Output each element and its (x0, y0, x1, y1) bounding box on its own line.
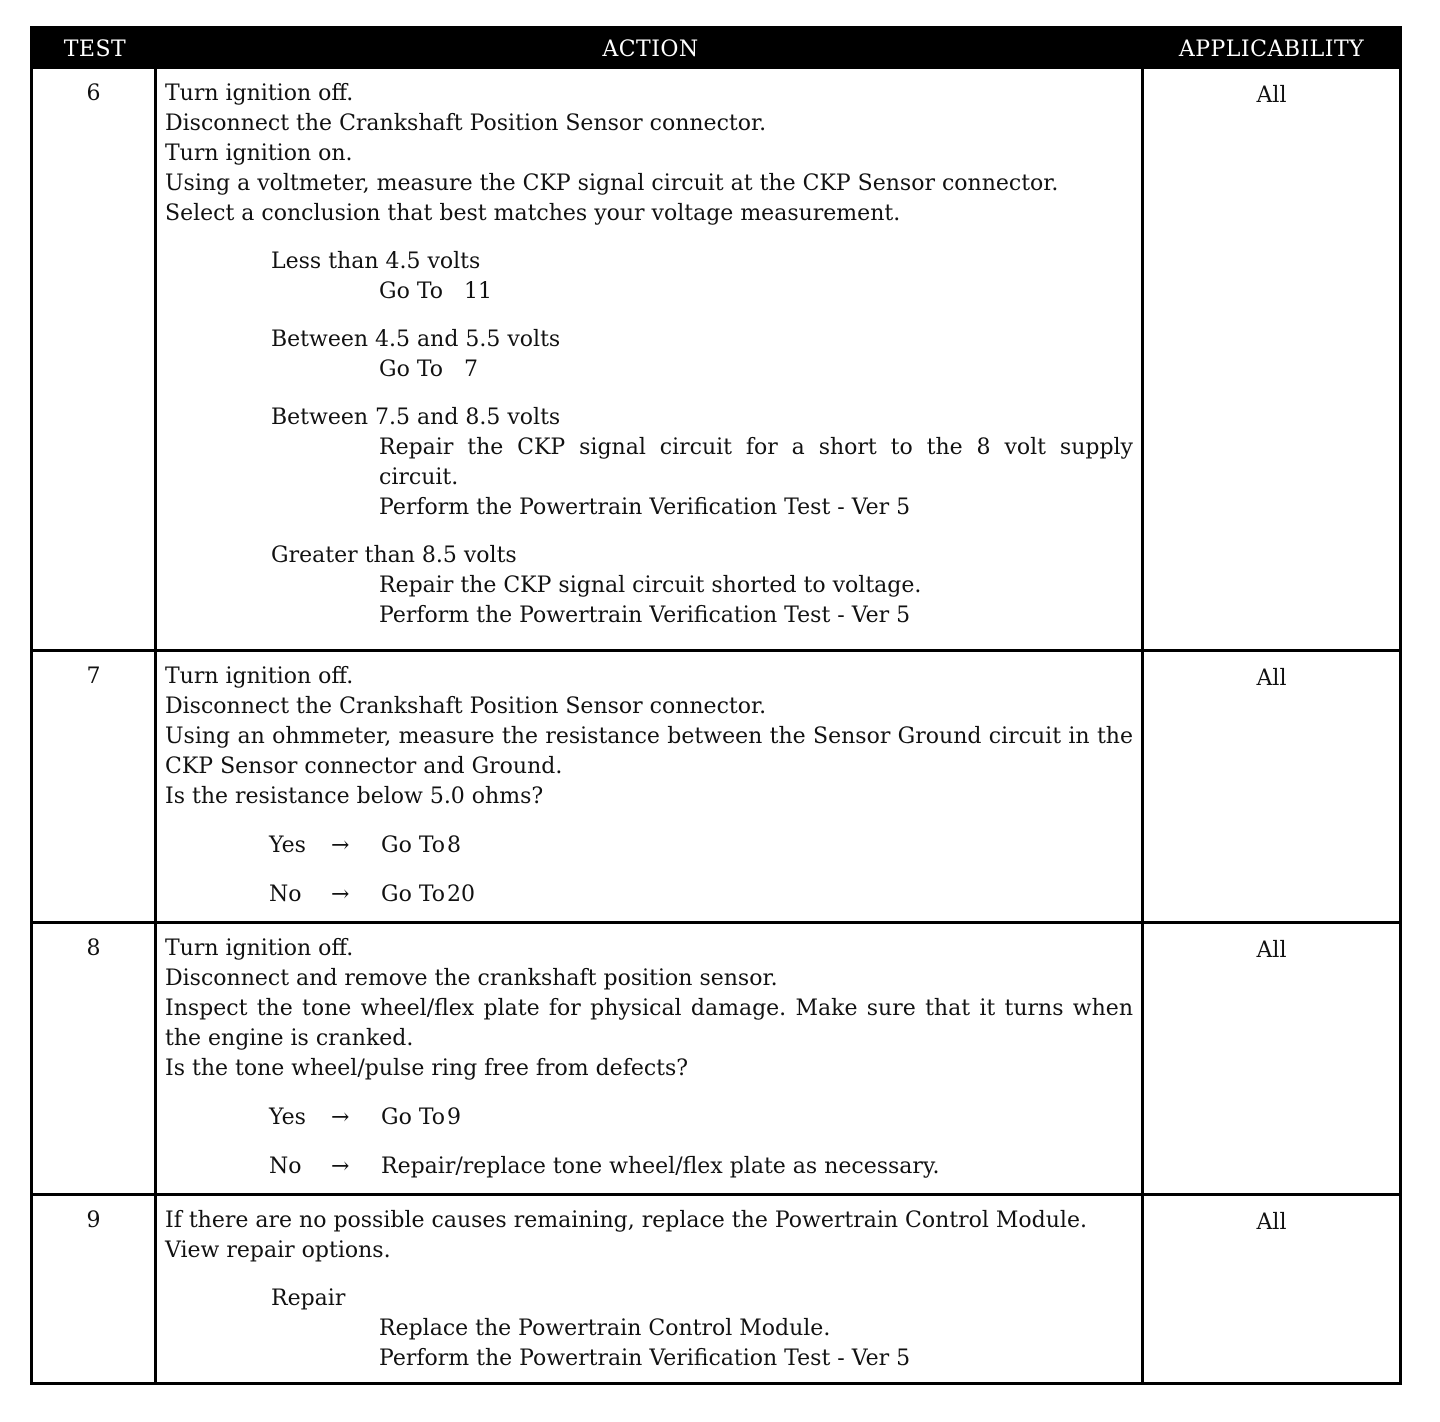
table-row-test-8 (33, 921, 1399, 1193)
outcome-label: Between 4.5 and 5.5 volts (271, 327, 561, 352)
action-line: Turn ignition on. (165, 141, 353, 166)
outcome-block (165, 403, 1133, 523)
table-header (33, 29, 1399, 69)
action-line: Disconnect and remove the crankshaft position sensor. (165, 966, 778, 991)
applicability-cell: All (1256, 938, 1287, 963)
action-line: Disconnect the Crankshaft Position Sensor connector. (165, 111, 767, 136)
header-test: TEST (63, 36, 127, 62)
action-line: Using an ohmmeter, measure the resistance between the Sensor Ground circuit in the CKP Sensor connector and Ground. (165, 724, 1133, 779)
action-line: Disconnect the Crankshaft Position Sensor connector. (165, 694, 767, 719)
header-action: ACTION (602, 36, 699, 62)
action-line: Select a conclusion that best matches your voltage measurement. (165, 201, 901, 226)
action-line: If there are no possible causes remaining, replace the Powertrain Control Module. (165, 1208, 1087, 1233)
outcome-result: Go To 7 (379, 357, 478, 382)
action-line: Turn ignition off. (165, 936, 354, 961)
outcome-block (165, 325, 1133, 385)
header-applicability: APPLICABILITY (1178, 36, 1365, 62)
table-row-test-6 (33, 69, 1399, 649)
arrow-icon: → (331, 1105, 350, 1130)
answer-yes (165, 831, 1133, 861)
arrow-icon: → (331, 1154, 350, 1179)
answer-label: No (269, 882, 302, 907)
outcome-label: Less than 4.5 volts (271, 249, 481, 274)
table-body (33, 69, 1399, 1382)
answer-no (165, 880, 1133, 910)
answer-label: Yes (269, 833, 306, 858)
table-row-test-7 (33, 649, 1399, 921)
arrow-icon: → (331, 882, 350, 907)
goto-target: 20 (447, 882, 475, 907)
test-number: 6 (33, 69, 157, 649)
outcome-result: Replace the Powertrain Control Module. (379, 1316, 831, 1341)
action-line: View repair options. (165, 1238, 391, 1263)
outcome-block (165, 1284, 1133, 1374)
answer-label: Yes (269, 1105, 306, 1130)
action-line: Turn ignition off. (165, 664, 354, 689)
action-cell (157, 652, 1144, 921)
outcome-label: Repair (271, 1286, 346, 1311)
outcome-label: Greater than 8.5 volts (271, 543, 517, 568)
goto-label: Go To (381, 1105, 446, 1130)
outcome-label: Between 7.5 and 8.5 volts (271, 405, 561, 430)
goto-target: Repair/replace tone wheel/flex plate as necessary. (381, 1154, 940, 1179)
action-line: Is the resistance below 5.0 ohms? (165, 784, 544, 809)
action-line: Using a voltmeter, measure the CKP signal circuit at the CKP Sensor connector. (165, 171, 1059, 196)
outcome-result: Repair the CKP signal circuit for a short to the 8 volt supply circuit. (379, 435, 1133, 490)
answer-yes (165, 1103, 1133, 1133)
applicability-cell: All (1256, 83, 1287, 108)
outcome-block (165, 247, 1133, 307)
test-number: 7 (33, 652, 157, 921)
outcome-result: Perform the Powertrain Verification Test - Ver 5 (379, 1346, 911, 1371)
applicability-cell: All (1256, 666, 1287, 691)
goto-target: 8 (447, 833, 461, 858)
outcome-result: Perform the Powertrain Verification Test - Ver 5 (379, 603, 911, 628)
goto-label: Go To (381, 882, 446, 907)
arrow-icon: → (331, 833, 350, 858)
outcome-result: Go To 11 (379, 279, 492, 304)
applicability-cell: All (1256, 1210, 1287, 1235)
action-cell (157, 1196, 1144, 1382)
outcome-result: Repair the CKP signal circuit shorted to voltage. (379, 573, 922, 598)
action-cell (157, 924, 1144, 1193)
goto-label: Go To (381, 833, 446, 858)
table-row-test-9 (33, 1193, 1399, 1382)
action-line: Is the tone wheel/pulse ring free from defects? (165, 1056, 689, 1081)
action-line: Inspect the tone wheel/flex plate for physical damage. Make sure that it turns when the engine is cranked. (165, 996, 1133, 1051)
goto-target: 9 (447, 1105, 461, 1130)
test-number: 9 (33, 1196, 157, 1382)
action-cell (157, 69, 1144, 649)
diagnostic-table (30, 26, 1402, 1385)
answer-no (165, 1152, 1133, 1182)
test-number: 8 (33, 924, 157, 1193)
outcome-result: Perform the Powertrain Verification Test - Ver 5 (379, 495, 911, 520)
answer-label: No (269, 1154, 302, 1179)
outcome-block (165, 541, 1133, 631)
action-line: Turn ignition off. (165, 81, 354, 106)
